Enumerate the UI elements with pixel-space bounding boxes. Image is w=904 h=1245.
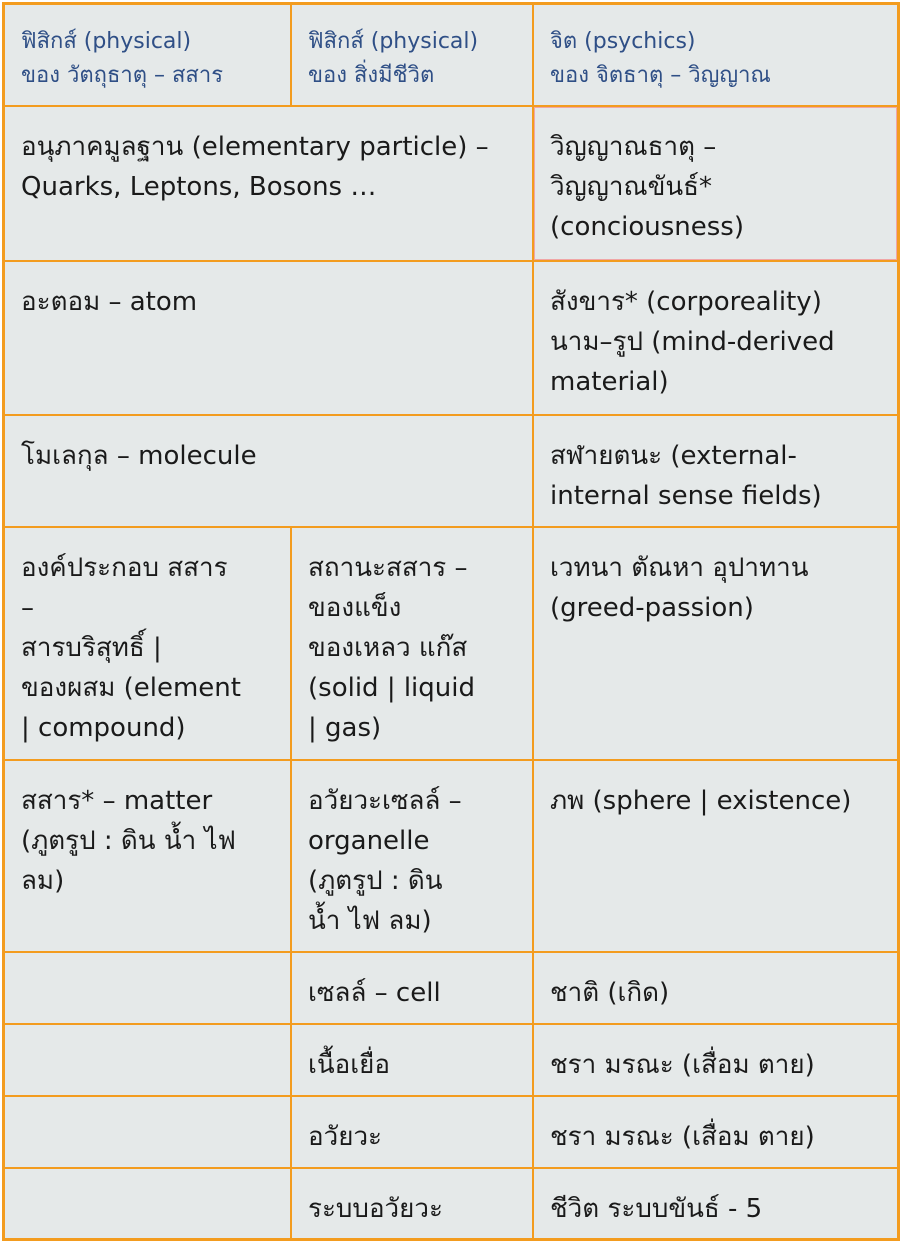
header-physical-matter: ฟิสิกส์ (physical) ของ วัตถุธาตุ – สสาร — [5, 5, 291, 106]
table-row — [5, 760, 897, 952]
cell-living: เนื้อเยื่อ — [291, 1024, 533, 1096]
table-row — [5, 527, 897, 760]
cell-matter: องค์ประกอบ สสาร – สารบริสุทธิ์ | ของผสม (element | compound) — [5, 527, 291, 760]
table-row — [5, 261, 897, 415]
cell-living: ระบบอวัยวะ — [291, 1168, 533, 1238]
cell-matter — [5, 1096, 291, 1168]
table-row — [5, 1096, 897, 1168]
cell-living: อวัยวะเซลล์ – organelle (ภูตรูป : ดิน น้ำ ไฟ ลม) — [291, 760, 533, 952]
cell-matter — [5, 1168, 291, 1238]
cell-living: เซลล์ – cell — [291, 952, 533, 1024]
cell-matter: สสาร* – matter (ภูตรูป : ดิน น้ำ ไฟ ลม) — [5, 760, 291, 952]
header-physical-living: ฟิสิกส์ (physical) ของ สิ่งมีชีวิต — [291, 5, 533, 106]
cell-living: สถานะสสาร – ของแข็ง ของเหลว แก๊ส (solid | liquid | gas) — [291, 527, 533, 760]
header-psychics: จิต (psychics) ของ จิตธาตุ – วิญญาณ — [533, 5, 897, 106]
cell-psychic: ชรา มรณะ (เสื่อม ตาย) — [533, 1024, 897, 1096]
cell-physical: อะตอม – atom — [5, 261, 533, 415]
table-row — [5, 1024, 897, 1096]
comparison-table — [5, 5, 897, 1238]
cell-psychic: สังขาร* (corporeality) นาม–รูป (mind-derived material) — [533, 261, 897, 415]
table-row — [5, 952, 897, 1024]
cell-psychic: วิญญาณธาตุ – วิญญาณขันธ์* (conciousness) — [533, 106, 897, 261]
cell-psychic: ภพ (sphere | existence) — [533, 760, 897, 952]
cell-matter — [5, 1024, 291, 1096]
cell-psychic: ชรา มรณะ (เสื่อม ตาย) — [533, 1096, 897, 1168]
cell-living: อวัยวะ — [291, 1096, 533, 1168]
cell-psychic: ชีวิต ระบบขันธ์ - 5 — [533, 1168, 897, 1238]
comparison-table-frame — [2, 2, 900, 1241]
cell-psychic: เวทนา ตัณหา อุปาทาน (greed-passion) — [533, 527, 897, 760]
cell-physical: โมเลกุล – molecule — [5, 415, 533, 527]
table-row — [5, 1168, 897, 1238]
cell-matter — [5, 952, 291, 1024]
table-row — [5, 106, 897, 261]
table-row — [5, 415, 897, 527]
cell-physical: อนุภาคมูลฐาน (elementary particle) – Quarks, Leptons, Bosons … — [5, 106, 533, 261]
cell-psychic: ชาติ (เกิด) — [533, 952, 897, 1024]
table-header-row — [5, 5, 897, 106]
cell-psychic: สฬายตนะ (external- internal sense fields) — [533, 415, 897, 527]
